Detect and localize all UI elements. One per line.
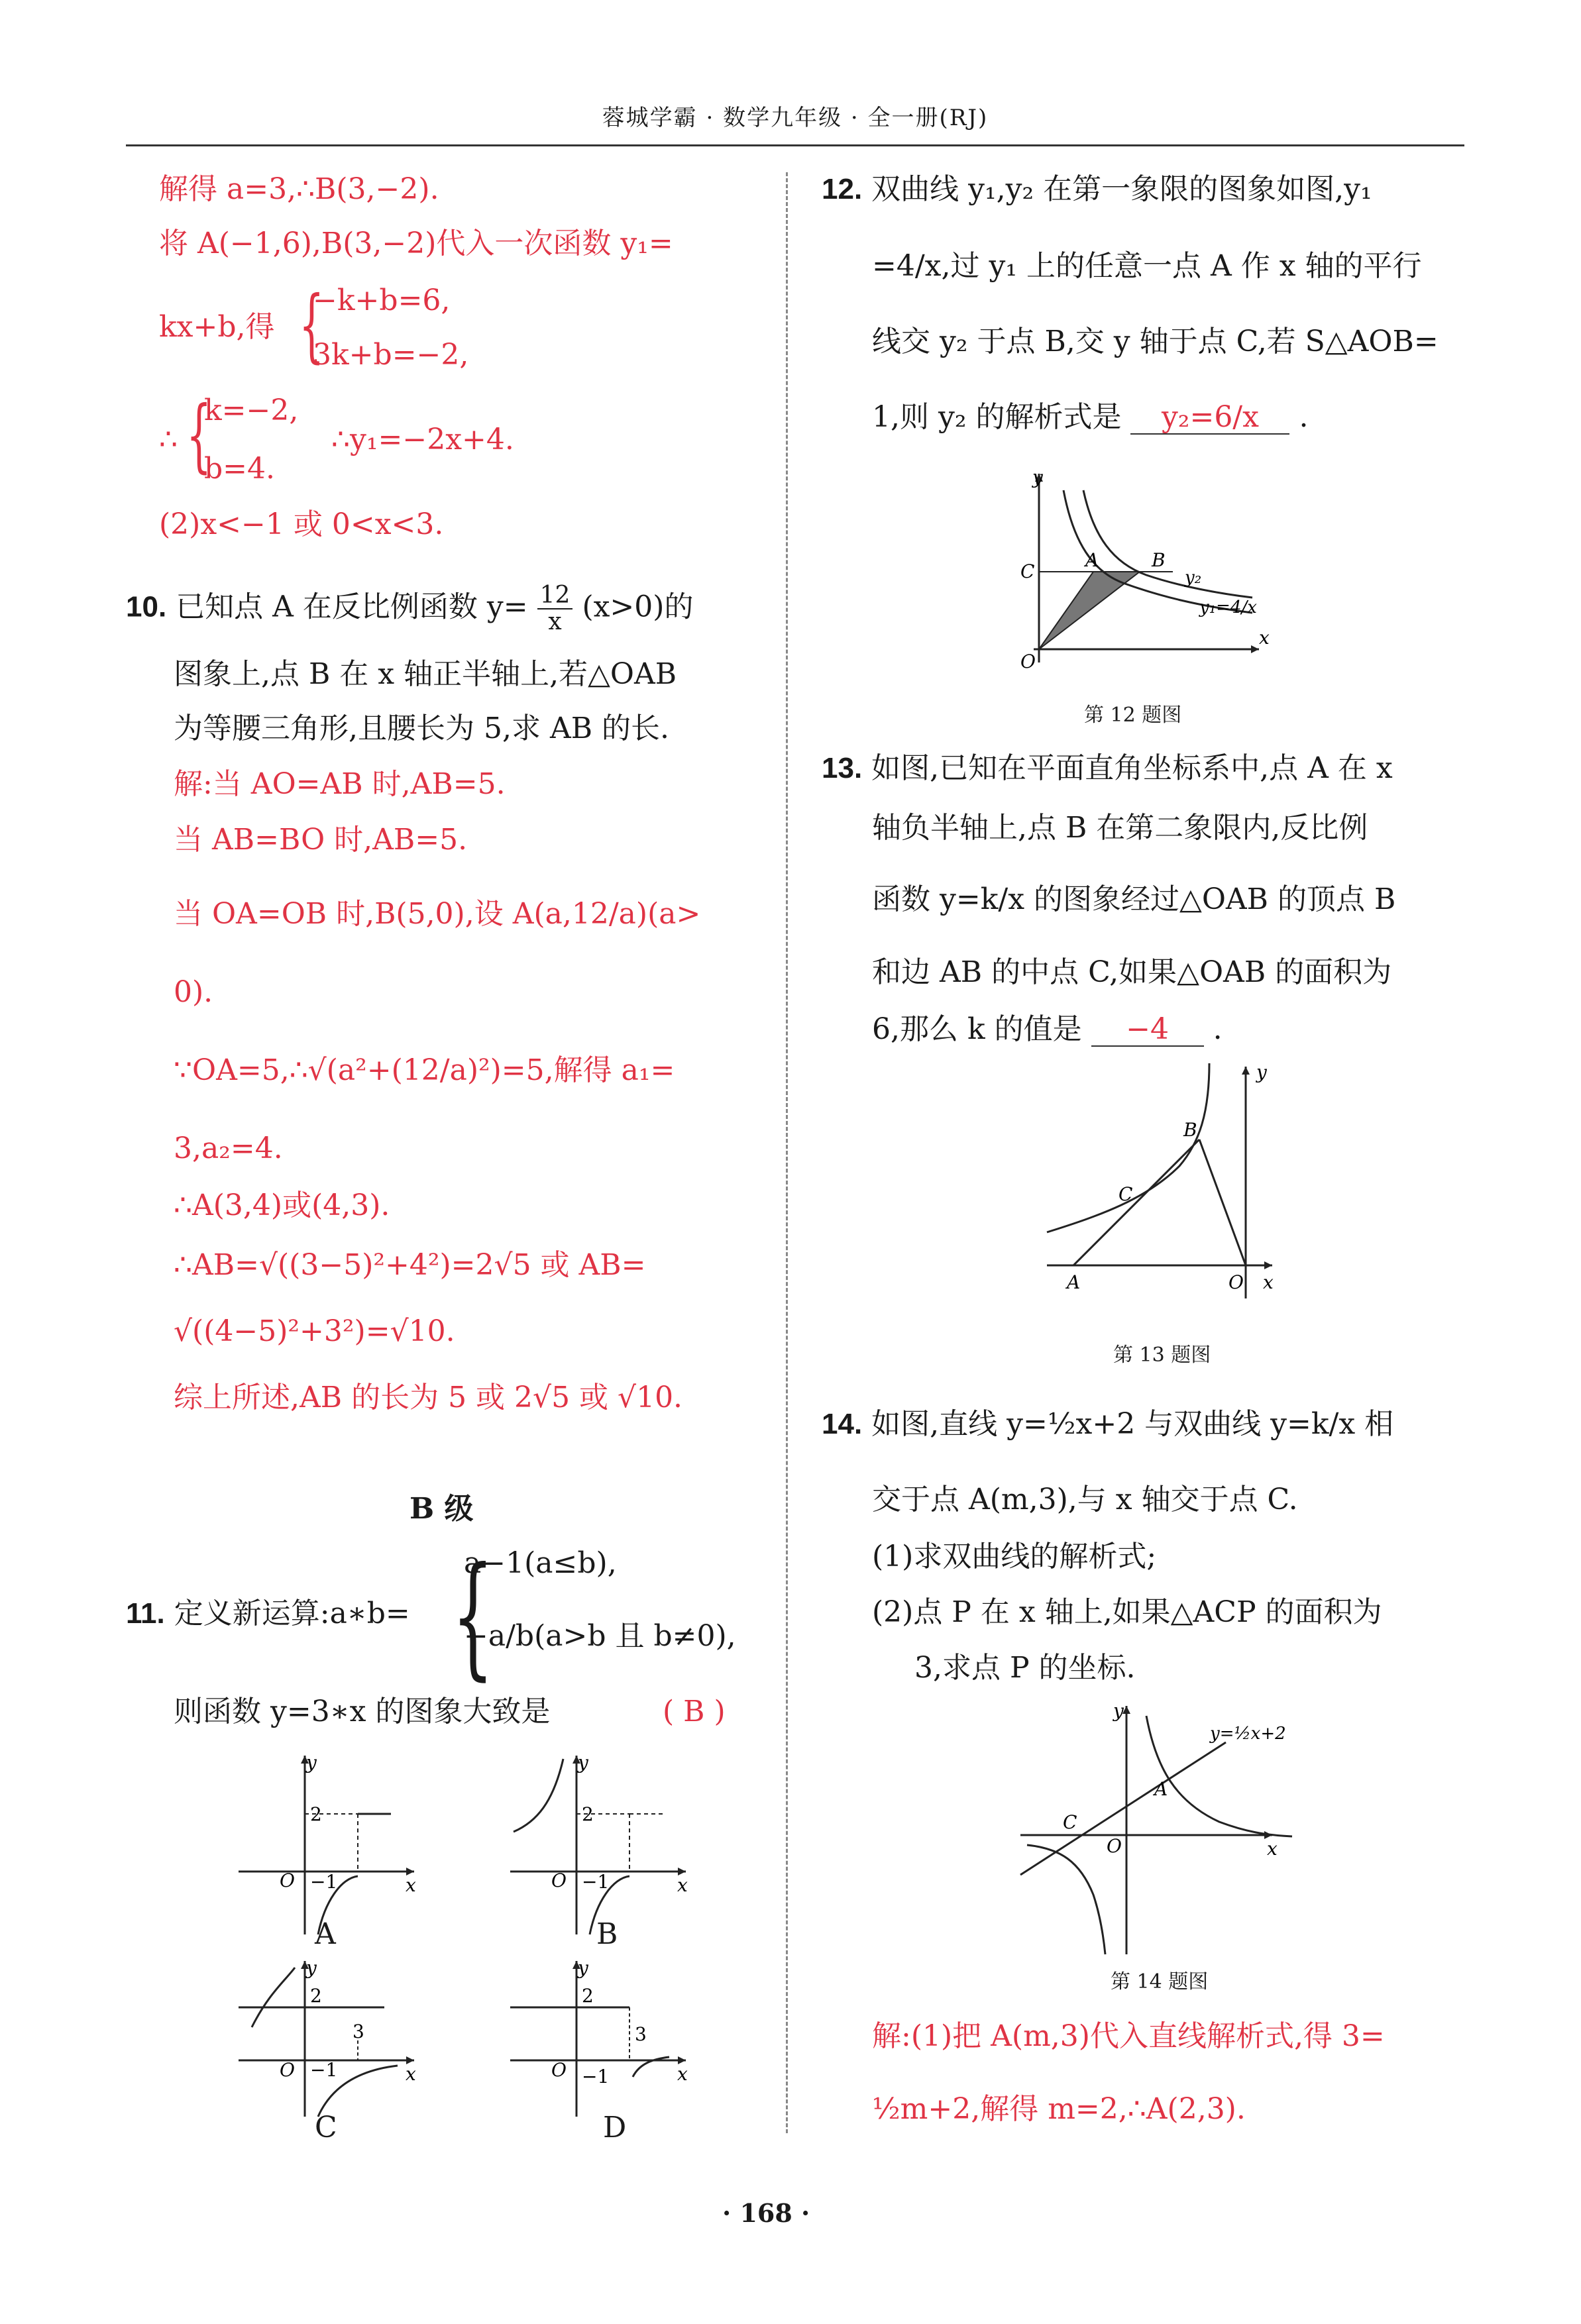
system-eq-2: 3k+b=−2, [313,338,469,372]
answer-blank: −4 [1091,1014,1204,1047]
system-brace: { [186,390,212,482]
svg-text:2: 2 [582,1985,594,2007]
axis-label-x: x [406,1874,416,1896]
system-eq-1: −k+b=6, [313,284,451,317]
question-text: 定义新运算:a∗b= [174,1597,410,1630]
answer-line: ½m+2,解得 m=2,∴A(2,3). [872,2092,1246,2126]
answer-line: ∴ [159,423,178,456]
system-eq-2: b=4. [204,452,276,486]
answer-line: 当 AB=BO 时,AB=5. [174,823,468,857]
question-number: 14. [822,1408,863,1440]
svg-text:C: C [1020,560,1035,582]
option-d-graph [504,1954,702,2120]
answer-blank: y₂=6/x [1130,401,1289,435]
figure-12 [1007,464,1285,676]
svg-text:O: O [551,1870,567,1891]
question-text: =4/x,过 y₁ 上的任意一点 A 作 x 轴的平行 [872,249,1422,283]
svg-text:C: C [1118,1183,1133,1205]
figure-14 [1007,1696,1312,1961]
svg-text:A: A [1085,549,1099,571]
option-a-graph [232,1749,431,1941]
header-rule [126,144,1464,146]
question-text: 6,那么 k 的值是 −4 . [872,1012,1223,1046]
tick-label: 2 [310,1803,322,1825]
svg-text:C: C [1063,1811,1077,1833]
question-number: 12. [822,173,863,205]
answer-line: 当 OA=OB 时,B(5,0),设 A(a,12/a)(a> [174,897,701,931]
answer-line: 综上所述,AB 的长为 5 或 2√5 或 √10. [174,1381,683,1414]
question-text: 3,求点 P 的坐标. [914,1651,1136,1685]
svg-text:O: O [1020,651,1036,672]
svg-text:2: 2 [582,1803,594,1825]
svg-text:y: y [578,1752,588,1773]
svg-text:O: O [551,2059,567,2081]
case-2: −a/b(a>b 且 b≠0), [464,1619,736,1653]
question-text: 则函数 y=3∗x 的图象大致是 [174,1695,551,1728]
svg-text:B: B [1152,549,1166,571]
svg-text:x: x [406,2063,416,2085]
question-text: 轴负半轴上,点 B 在第二象限内,反比例 [872,811,1368,845]
question-text: (2)点 P 在 x 轴上,如果△ACP 的面积为 [872,1595,1382,1629]
svg-text:y: y [578,1957,588,1979]
page-header: 蓉城学霸 · 数学九年级 · 全一册(RJ) [602,105,989,131]
question-11 [126,1598,410,1630]
question-14 [822,1408,1393,1440]
case-brace: { [451,1539,494,1693]
svg-text:−1: −1 [310,2059,338,2081]
answer-line: (2)x<−1 或 0<x<3. [159,507,444,541]
question-text: 线交 y₂ 于点 B,交 y 轴于点 C,若 S△AOB= [872,325,1439,358]
system-brace: { [299,280,325,372]
answer-line: ∴A(3,4)或(4,3). [174,1188,390,1222]
answer-line: 解:(1)把 A(m,3)代入直线解析式,得 3= [872,2019,1385,2053]
question-text: 和边 AB 的中点 C,如果△OAB 的面积为 [872,955,1392,989]
answer-line: 0). [174,975,213,1009]
question-text: 函数 y=k/x 的图象经过△OAB 的顶点 B [872,882,1396,916]
column-divider [786,172,788,2133]
fraction: $\frac{12}{x}$ [537,583,573,635]
svg-text:x: x [1263,1271,1274,1293]
answer-line: 3,a₂=4. [174,1132,283,1165]
axis-label-y: y [306,1752,317,1773]
question-text: 为等腰三角形,且腰长为 5,求 AB 的长. [174,712,670,745]
question-10 [126,583,693,635]
question-13 [822,753,1393,784]
question-text: 交于点 A(m,3),与 x 轴交于点 C. [872,1483,1298,1516]
svg-text:y: y [306,1957,317,1979]
figure-caption: 第 12 题图 [1084,704,1182,727]
answer-line: ∴y₁=−2x+4. [331,423,514,456]
question-text: 1,则 y₂ 的解析式是 y₂=6/x . [872,400,1309,434]
question-text: 双曲线 y₁,y₂ 在第一象限的图象如图,y₁ [871,172,1372,206]
page-number: · 168 · [722,2198,810,2228]
svg-text:B: B [1183,1119,1197,1141]
figure-13 [1034,1060,1299,1305]
svg-text:y: y [1256,1061,1267,1083]
question-number: 13. [822,752,863,784]
answer-choice: ( B ) [663,1695,726,1728]
svg-text:y: y [1113,1700,1124,1722]
figure-caption: 第 13 题图 [1113,1344,1211,1367]
figure-caption: 第 14 题图 [1111,1970,1209,1993]
svg-text:A: A [1154,1778,1168,1800]
question-number: 11. [126,1597,165,1630]
svg-text:2: 2 [310,1985,322,2007]
svg-text:y: y [1032,466,1043,488]
answer-line: kx+b,得 [159,310,275,344]
svg-text:x: x [677,2063,688,2085]
svg-text:y₂: y₂ [1185,568,1202,588]
origin-label: O [280,1870,295,1891]
option-b-graph [504,1749,702,1941]
svg-text:y₁=4/x: y₁=4/x [1199,598,1257,617]
svg-text:A: A [1067,1271,1081,1293]
question-text: 已知点 A 在反比例函数 y= [176,590,528,624]
svg-text:O: O [1107,1835,1122,1857]
answer-line: 解:当 AO=AB 时,AB=5. [174,767,506,801]
svg-text:O: O [1228,1271,1244,1293]
tick-label: −1 [310,1871,338,1893]
question-12 [822,174,1372,205]
answer-line: √((4−5)²+3²)=√10. [174,1314,455,1348]
case-1: a−1(a≤b), [464,1546,617,1580]
answer-line: ∵OA=5,∴√(a²+(12/a)²)=5,解得 a₁= [174,1053,675,1087]
question-number: 10. [126,590,167,623]
svg-text:y=½x+2: y=½x+2 [1210,1724,1286,1744]
question-text: (x>0)的 [582,590,694,624]
svg-text:3: 3 [353,2021,364,2042]
svg-text:−1: −1 [582,1871,610,1893]
answer-line: ∴AB=√((3−5)²+4²)=2√5 或 AB= [174,1248,646,1282]
question-text: (1)求双曲线的解析式; [872,1540,1157,1573]
option-label: B [596,1917,618,1951]
svg-text:x: x [677,1874,688,1896]
option-label: A [315,1917,336,1951]
svg-text:x: x [1267,1838,1278,1860]
svg-text:3: 3 [635,2023,647,2045]
question-text: 如图,直线 y=½x+2 与双曲线 y=k/x 相 [871,1407,1394,1441]
question-text: 如图,已知在平面直角坐标系中,点 A 在 x [871,751,1393,785]
svg-text:O: O [280,2059,295,2081]
answer-line: 解得 a=3,∴B(3,−2). [159,172,439,206]
svg-text:x: x [1259,627,1270,649]
system-eq-1: k=−2, [204,394,299,427]
option-c-graph [232,1954,431,2120]
option-label: D [603,2111,627,2144]
svg-text:−1: −1 [582,2066,610,2087]
section-heading: B 级 [409,1492,474,1526]
question-text: 图象上,点 B 在 x 轴正半轴上,若△OAB [174,657,677,691]
option-label: C [315,2111,337,2144]
answer-line: 将 A(−1,6),B(3,−2)代入一次函数 y₁= [159,227,673,260]
